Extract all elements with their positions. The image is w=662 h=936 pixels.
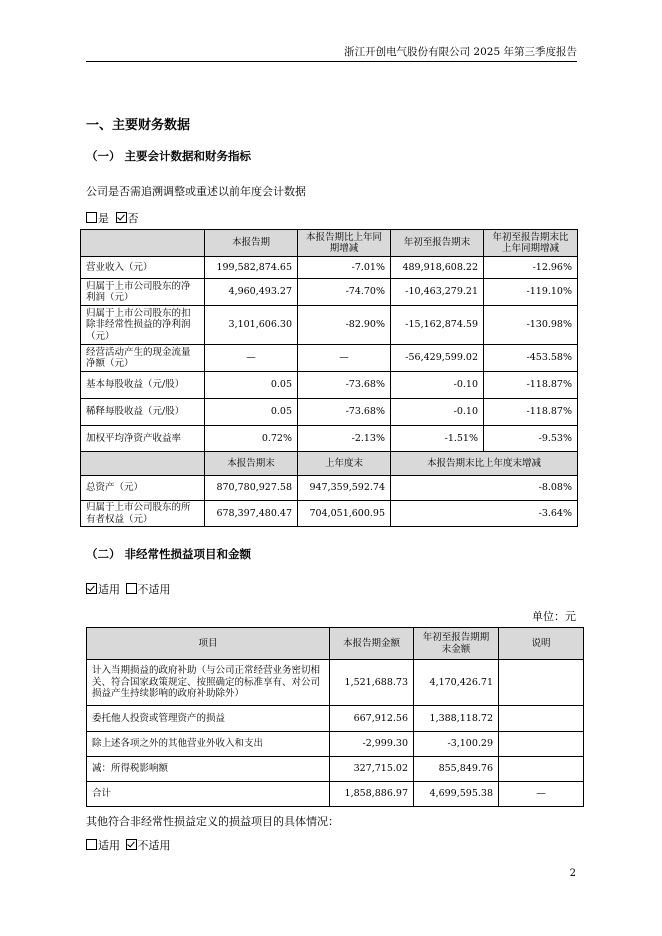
table-row	[87, 732, 584, 757]
table-row	[81, 399, 578, 426]
table-header-row	[81, 230, 578, 257]
row-label: 归属于上市公司股东的扣除非经常性损益的净利润（元）	[81, 306, 205, 345]
table-row	[81, 426, 578, 452]
option-yes-label: 是	[98, 212, 109, 225]
table-cell: -82.90%	[298, 306, 391, 345]
table-cell	[499, 660, 584, 706]
table-cell: 3,101,606.30	[205, 306, 298, 345]
table-cell: -12.96%	[484, 257, 578, 279]
table-cell: 199,582,874.65	[205, 257, 298, 279]
other-items-note: 其他符合非经常性损益定义的损益项目的具体情况：	[86, 815, 339, 828]
row-label: 稀释每股收益（元/股）	[81, 399, 205, 426]
row-label: 归属于上市公司股东的所有者权益（元）	[81, 501, 205, 527]
table-cell: -56,429,599.02	[391, 345, 484, 372]
table-cell: -1.51%	[391, 426, 484, 452]
table-header-row	[81, 452, 578, 476]
table-row	[87, 660, 584, 706]
table-cell: -118.87%	[484, 372, 578, 399]
table-row	[81, 279, 578, 306]
row-label: 减：所得税影响额	[87, 757, 330, 782]
row-label: 营业收入（元）	[81, 257, 205, 279]
table-header-cell: 上年度末	[298, 452, 391, 476]
table-cell: 489,918,608.22	[391, 257, 484, 279]
table-header-cell: 年初至报告期期末金额	[414, 628, 499, 660]
unit-label: 单位：元	[532, 610, 576, 623]
table-header-cell	[81, 452, 205, 476]
table-cell: -73.68%	[298, 372, 391, 399]
table-header-cell: 年初至报告期末比上年同期增减	[484, 230, 578, 257]
table-row	[81, 372, 578, 399]
table-cell: -10,463,279.21	[391, 279, 484, 306]
checkbox-not-apply[interactable]	[126, 583, 137, 594]
option-not-apply-label-2: 不适用	[137, 839, 171, 852]
option-not-apply-label: 不适用	[137, 583, 171, 596]
checkbox-no[interactable]	[116, 212, 127, 223]
table-cell: -3,100.29	[414, 732, 499, 757]
table-cell: -15,162,874.59	[391, 306, 484, 345]
table-cell: 4,699,595.38	[414, 782, 499, 807]
table-cell: 870,780,927.58	[205, 476, 298, 501]
header-divider	[86, 61, 577, 62]
table-cell	[499, 732, 584, 757]
table-cell: -119.10%	[484, 279, 578, 306]
table-cell: 1,388,118.72	[414, 706, 499, 732]
table-cell: -73.68%	[298, 399, 391, 426]
row-label: 总资产（元）	[81, 476, 205, 501]
table-cell: -8.08%	[391, 476, 578, 501]
page-number: 2	[569, 868, 576, 879]
table-row	[81, 501, 578, 527]
table-header-cell: 年初至报告期末	[391, 230, 484, 257]
table-cell: 4,960,493.27	[205, 279, 298, 306]
non-recurring-table	[86, 627, 584, 807]
table-header-cell: 本报告期比上年同期增减	[298, 230, 391, 257]
table-cell: —	[298, 345, 391, 372]
table-cell: 1,521,688.73	[330, 660, 414, 706]
table-cell: —	[205, 345, 298, 372]
row-label: 计入当期损益的政府补助（与公司正常经营业务密切相关、符合国家政策规定、按照确定的标准享有、对公司损益产生持续影响的政府补助除外）	[87, 660, 330, 706]
table-row	[81, 476, 578, 501]
table-row	[87, 757, 584, 782]
financial-data-table	[80, 229, 578, 527]
table-header-cell: 说明	[499, 628, 584, 660]
table-cell: 667,912.56	[330, 706, 414, 732]
table-cell: -0.10	[391, 399, 484, 426]
row-label: 经营活动产生的现金流量净额（元）	[81, 345, 205, 372]
checkbox-yes[interactable]	[86, 212, 97, 223]
row-label: 委托他人投资或管理资产的损益	[87, 706, 330, 732]
table-row	[87, 706, 584, 732]
table-cell: 0.72%	[205, 426, 298, 452]
other-items-options	[86, 837, 171, 853]
table-cell: 327,715.02	[330, 757, 414, 782]
table-cell: -2,999.30	[330, 732, 414, 757]
subsection-title-2: （二） 非经常性损益项目和金额	[86, 547, 252, 561]
page-header: 浙江开创电气股份有限公司 2025 年第三季度报告	[344, 46, 577, 58]
table-header-row	[87, 628, 584, 660]
row-label: 加权平均净资产收益率	[81, 426, 205, 452]
table-cell: -130.98%	[484, 306, 578, 345]
table-cell	[499, 706, 584, 732]
table-cell: -7.01%	[298, 257, 391, 279]
option-apply-label-2: 适用	[98, 839, 120, 852]
section-title: 一、主要财务数据	[86, 118, 191, 133]
table-cell: 947,359,592.74	[298, 476, 391, 501]
row-label: 基本每股收益（元/股）	[81, 372, 205, 399]
table-cell: -0.10	[391, 372, 484, 399]
checkbox-apply-2[interactable]	[86, 839, 97, 850]
table-cell: -2.13%	[298, 426, 391, 452]
table-cell: 704,051,600.95	[298, 501, 391, 527]
restatement-question: 公司是否需追溯调整或重述以前年度会计数据	[86, 185, 306, 198]
table-cell: 0.05	[205, 399, 298, 426]
checkbox-not-apply-2[interactable]	[126, 839, 137, 850]
table-header-cell: 本报告期末比上年度末增减	[391, 452, 578, 476]
table-header-cell	[81, 230, 205, 257]
table-row	[81, 345, 578, 372]
table-row	[81, 306, 578, 345]
table-header-cell: 本报告期	[205, 230, 298, 257]
subsection-title-1: （一） 主要会计数据和财务指标	[86, 149, 252, 163]
table-header-cell: 本报告期末	[205, 452, 298, 476]
restatement-options	[86, 210, 139, 226]
row-label: 合计	[87, 782, 330, 807]
table-cell: -74.70%	[298, 279, 391, 306]
option-apply-label: 适用	[98, 583, 120, 596]
table-header-cell: 本报告期金额	[330, 628, 414, 660]
table-header-cell: 项目	[87, 628, 330, 660]
table-cell: 678,397,480.47	[205, 501, 298, 527]
applicability-options	[86, 581, 171, 597]
table-cell: -453.58%	[484, 345, 578, 372]
row-label: 除上述各项之外的其他营业外收入和支出	[87, 732, 330, 757]
table-row	[81, 257, 578, 279]
table-cell: -9.53%	[484, 426, 578, 452]
table-cell: -3.64%	[391, 501, 578, 527]
table-cell: 1,858,886.97	[330, 782, 414, 807]
table-cell: 4,170,426.71	[414, 660, 499, 706]
table-cell: 0.05	[205, 372, 298, 399]
table-cell	[499, 757, 584, 782]
table-cell: -118.87%	[484, 399, 578, 426]
table-cell: 855,849.76	[414, 757, 499, 782]
row-label: 归属于上市公司股东的净利润（元）	[81, 279, 205, 306]
table-row	[87, 782, 584, 807]
checkbox-apply[interactable]	[86, 583, 97, 594]
option-no-label: 否	[127, 212, 139, 225]
table-cell: —	[499, 782, 584, 807]
